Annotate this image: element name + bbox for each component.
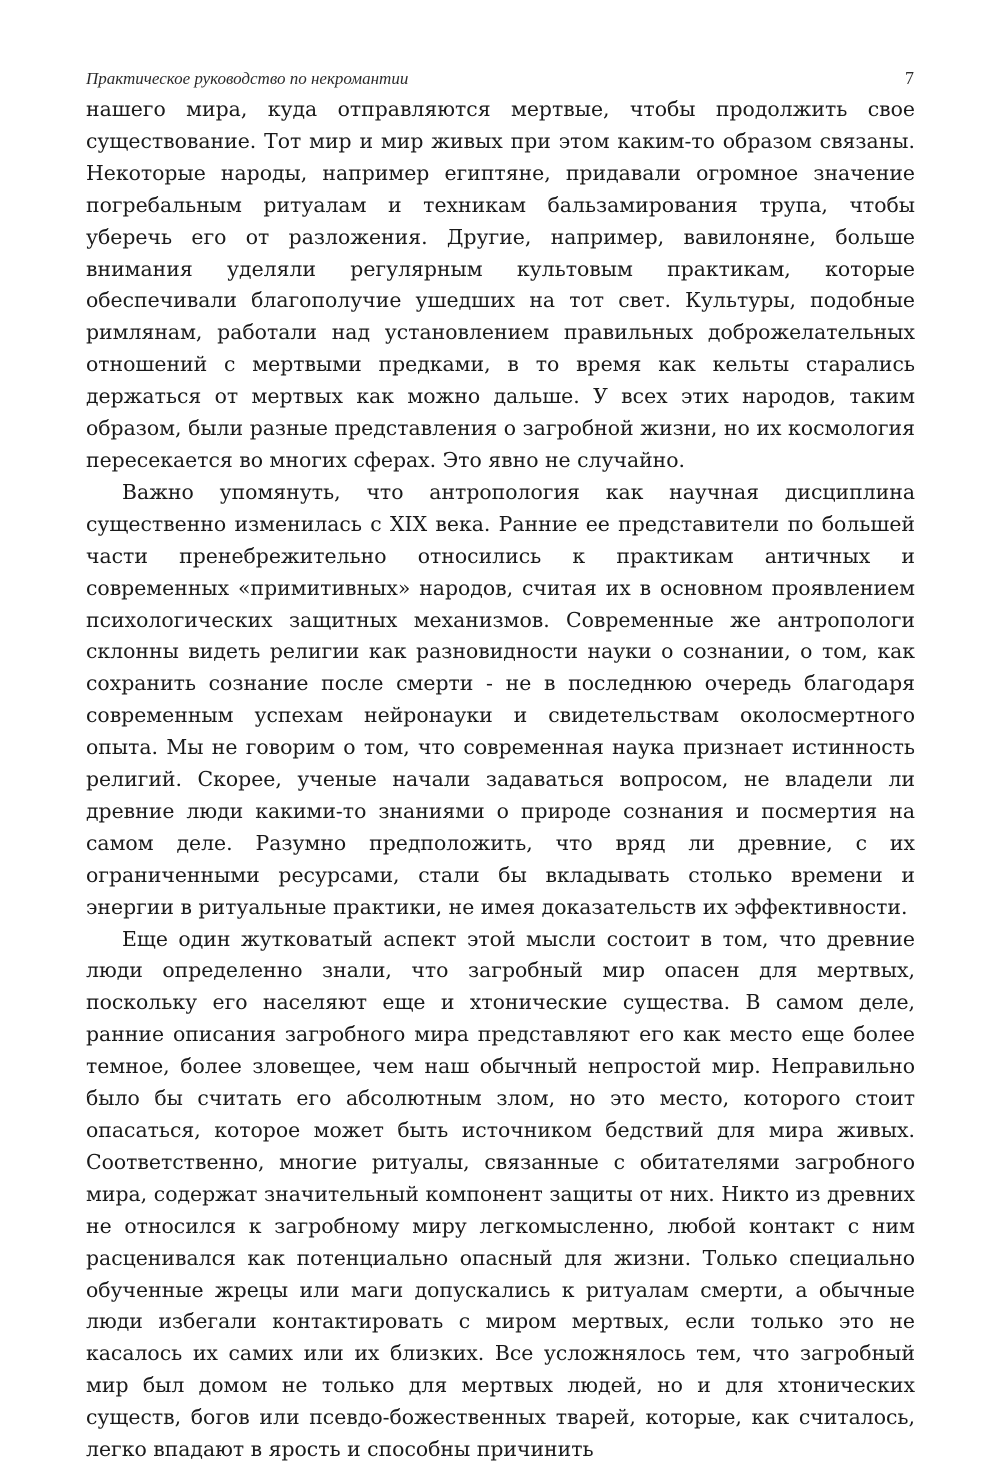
paragraph-anthropology: Важно упомянуть, что антропология как научная дисциплина существенно изменилась с XIX века. Ранние ее представители по большей части пренебрежительно относились к практикам античных и современных «примитивных» народов, считая их в основном проявлением психологических защитных механизмов. Современные же антропологи склонны видеть религии как разновидности науки о сознании, о том, как сохранить сознание после смерти - не в последнюю очередь благодаря современным успехам нейронауки и свидетельствам околосмертного опыта. Мы не говорим о том, что современная наука признает истинность религий. Скорее, ученые начали задаваться вопросом, не владели ли древние люди какими-то знаниями о природе сознания и посмертия на самом деле. Разумно предположить, что вряд ли древние, с их ограниченными ресурсами, стали бы вкладывать столько времени и энергии в ритуальные практики, не имея доказательств их эффективности. (86, 479, 915, 919)
body-text (86, 94, 915, 1466)
page-number: 7 (905, 68, 914, 88)
paragraph-underworld: Еще один жутковатый аспект этой мысли состоит в том, что древние люди определенно знали, что загробный мир опасен для мертвых, поскольку его населяют еще и хтонические существа. В самом деле, ранние описания загробного мира представляют его как место еще более темное, более зловещее, чем наш обычный непростой мир. Неправильно было бы считать его абсолютным злом, но это место, которого стоит опасаться, которое может быть источником бедствий для мира живых. Соответственно, многие ритуалы, связанные с обитателями загробного мира, содержат значительный компонент защиты от них. Никто из древних не относился к загробному миру легкомысленно, любой контакт с ним расценивался как потенциально опасный для жизни. Только специально обученные жрецы или маги допускались к ритуалам смерти, а обычные люди избегали контактировать с миром мертвых, если только это не касалось их самих или их близких. Все усложнялось тем, что загробный мир был домом не только для мертвых людей, но и для хтонических существ, богов или псевдо-божественных тварей, которые, как считалось, легко впадают в ярость и способны причинить (86, 926, 915, 1462)
paragraph-continued: нашего мира, куда отправляются мертвые, чтобы продолжить свое существование. Тот мир и мир живых при этом каким-то образом связаны. Некоторые народы, например египтяне, придавали огромное значение погребальным ритуалам и техникам бальзамирования трупа, чтобы уберечь его от разложения. Другие, например, вавилоняне, больше внимания уделяли регулярным культовым практикам, которые обеспечивали благополучие ушедших на тот свет. Культуры, подобные римлянам, работали над установлением правильных доброжелательных отношений с мертвыми предками, в то время как кельты старались держаться от мертвых как можно дальше. У всех этих народов, таким образом, были разные представления о загробной жизни, но их космология пересекается во многих сферах. Это явно не случайно. (86, 97, 915, 472)
running-title: Практическое руководство по некромантии (86, 69, 409, 88)
running-header (86, 68, 914, 92)
